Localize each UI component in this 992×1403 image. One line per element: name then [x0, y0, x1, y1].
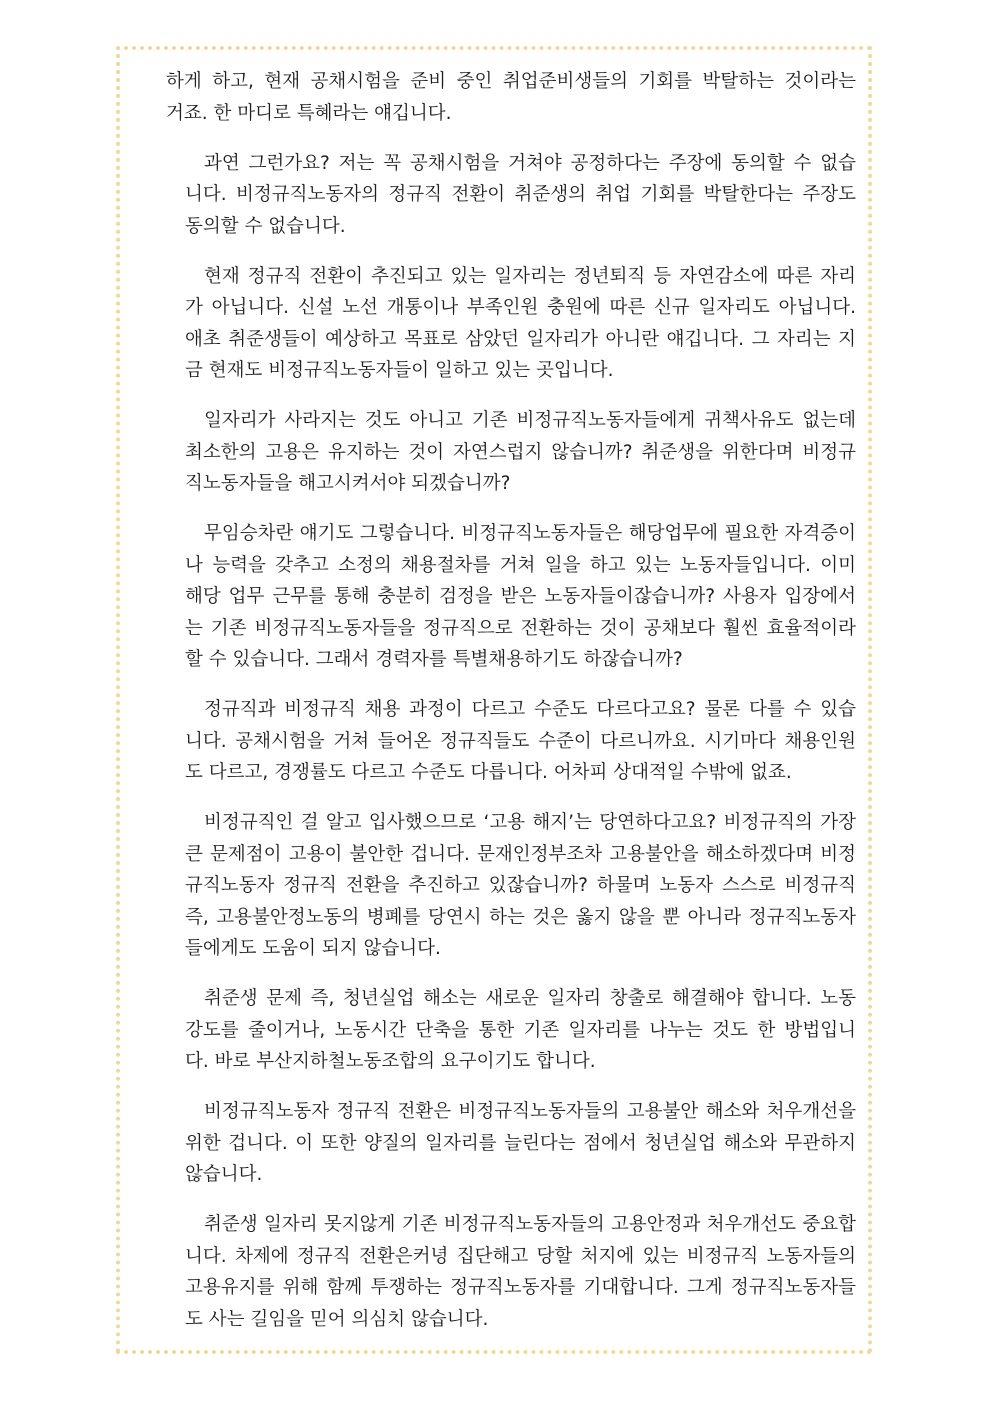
paragraph-line: 위한 겁니다. 이 또한 양질의 일자리를 늘린다는 점에서 청년실업 해소와 무관하지 — [185, 1132, 856, 1154]
paragraph-line: 비정규직인 걸 알고 입사했으므로 ‘고용 해지’는 당연하다고요? 비정규직의 가장 — [204, 812, 856, 833]
paragraph-line: 해당 업무 근무를 통해 충분히 검정을 받은 노동자들이잖습니까? 사용자 입장에서 — [185, 586, 856, 607]
paragraph-line: 거죠. 한 마디로 특혜라는 얘깁니다. — [166, 102, 452, 124]
paragraph-line: 도 사는 길임을 믿어 의심치 않습니다. — [185, 1308, 489, 1330]
paragraph — [166, 261, 856, 387]
paragraph-line: 과연 그런가요? 저는 꼭 공채시험을 거쳐야 공정하다는 주장에 동의할 수 없습 — [204, 152, 856, 174]
paragraph — [166, 405, 856, 500]
paragraph-line: 동의할 수 없습니다. — [185, 215, 346, 237]
paragraph-line: 강도를 줄이거나, 노동시간 단축을 통한 기존 일자리를 나누는 것도 한 방법입니 — [185, 1019, 856, 1041]
paragraph-line: 는 기존 비정규직노동자들을 정규직으로 전환하는 것이 공채보다 훨씬 효율적이라 — [185, 617, 856, 639]
paragraph-line: 무임승차란 얘기도 그렇습니다. 비정규직노동자들은 해당업무에 필요한 자격증이 — [204, 523, 856, 544]
paragraph-line: 최소한의 고용은 유지하는 것이 자연스럽지 않습니까? 취준생을 위한다며 비정규 — [185, 441, 856, 463]
paragraph — [166, 1096, 856, 1191]
paragraph-line: 다. 바로 부산지하철노동조합의 요구이기도 합니다. — [185, 1051, 596, 1072]
paragraph — [166, 983, 856, 1078]
paragraph-line: 니다. 공채시험을 거쳐 들어온 정규직들도 수준이 다르니까요. 시기마다 채용인원 — [185, 730, 856, 752]
paragraph-line: 할 수 있습니다. 그래서 경력자를 특별채용하기도 하잖습니까? — [185, 649, 683, 670]
paragraph — [166, 807, 856, 965]
paragraph-line: 들에게도 도움이 되지 않습니다. — [185, 938, 441, 959]
paragraph-line: 애초 취준생들이 예상하고 목표로 삼았던 일자리가 아니란 얘깁니다. 그 자리는 지 — [185, 328, 856, 350]
paragraph-line: 하게 하고, 현재 공채시험을 준비 중인 취업준비생들의 기회를 박탈하는 것이라는 — [166, 71, 856, 92]
paragraph-line: 도 다르고, 경쟁률도 다르고 수준도 다릅니다. 어차피 상대적일 수밖에 없죠. — [185, 762, 792, 783]
paragraph-line: 니다. 비정규직노동자의 정규직 전환이 취준생의 취업 기회를 박탈한다는 주장도 — [185, 184, 856, 205]
paragraph-line: 규직노동자 정규직 전환을 추진하고 있잖습니까? 하물며 노동자 스스로 비정규직 — [185, 875, 856, 896]
paragraph-line: 않습니다. — [185, 1164, 263, 1185]
paragraph-line: 일자리가 사라지는 것도 아니고 기존 비정규직노동자들에게 귀책사유도 없는데 — [204, 410, 856, 431]
paragraph — [166, 518, 856, 676]
paragraph — [166, 66, 856, 129]
paragraph-line: 나 능력을 갖추고 소정의 채용절차를 거쳐 일을 하고 있는 노동자들입니다. 이미 — [185, 554, 856, 576]
paragraph-line: 현재 정규직 전환이 추진되고 있는 일자리는 정년퇴직 등 자연감소에 따른 자리 — [204, 265, 856, 287]
paragraph — [166, 1209, 856, 1335]
paragraph-line: 비정규직노동자 정규직 전환은 비정규직노동자들의 고용불안 해소와 처우개선을 — [204, 1101, 856, 1122]
paragraph-line: 니다. 차제에 정규직 전환은커녕 집단해고 당할 처지에 있는 비정규직 노동자들의 — [185, 1245, 856, 1267]
article-body — [166, 66, 856, 1354]
paragraph-line: 가 아닙니다. 신설 노선 개통이나 부족인원 충원에 따른 신규 일자리도 아닙니다. — [185, 297, 856, 318]
paragraph-line: 금 현재도 비정규직노동자들이 일하고 있는 곳입니다. — [185, 360, 614, 381]
paragraph-line: 정규직과 비정규직 채용 과정이 다르고 수준도 다르다고요? 물론 다를 수 있습 — [204, 699, 856, 720]
paragraph-line: 큰 문제점이 고용이 불안한 겁니다. 문재인정부조차 고용불안을 해소하겠다며 비정 — [185, 843, 856, 865]
paragraph-line: 취준생 일자리 못지않게 기존 비정규직노동자들의 고용안정과 처우개선도 중요합 — [204, 1214, 856, 1235]
paragraph-line: 취준생 문제 즉, 청년실업 해소는 새로운 일자리 창출로 해결해야 합니다. 노동 — [204, 988, 856, 1009]
paragraph — [166, 694, 856, 789]
paragraph-line: 즉, 고용불안정노동의 병폐를 당연시 하는 것은 옳지 않을 뿐 아니라 정규직노동자 — [185, 906, 856, 928]
paragraph-line: 고용유지를 위해 함께 투쟁하는 정규직노동자를 기대합니다. 그게 정규직노동자들 — [185, 1277, 856, 1298]
paragraph-line: 직노동자들을 해고시켜서야 되겠습니까? — [185, 473, 511, 494]
paragraph — [166, 148, 856, 243]
